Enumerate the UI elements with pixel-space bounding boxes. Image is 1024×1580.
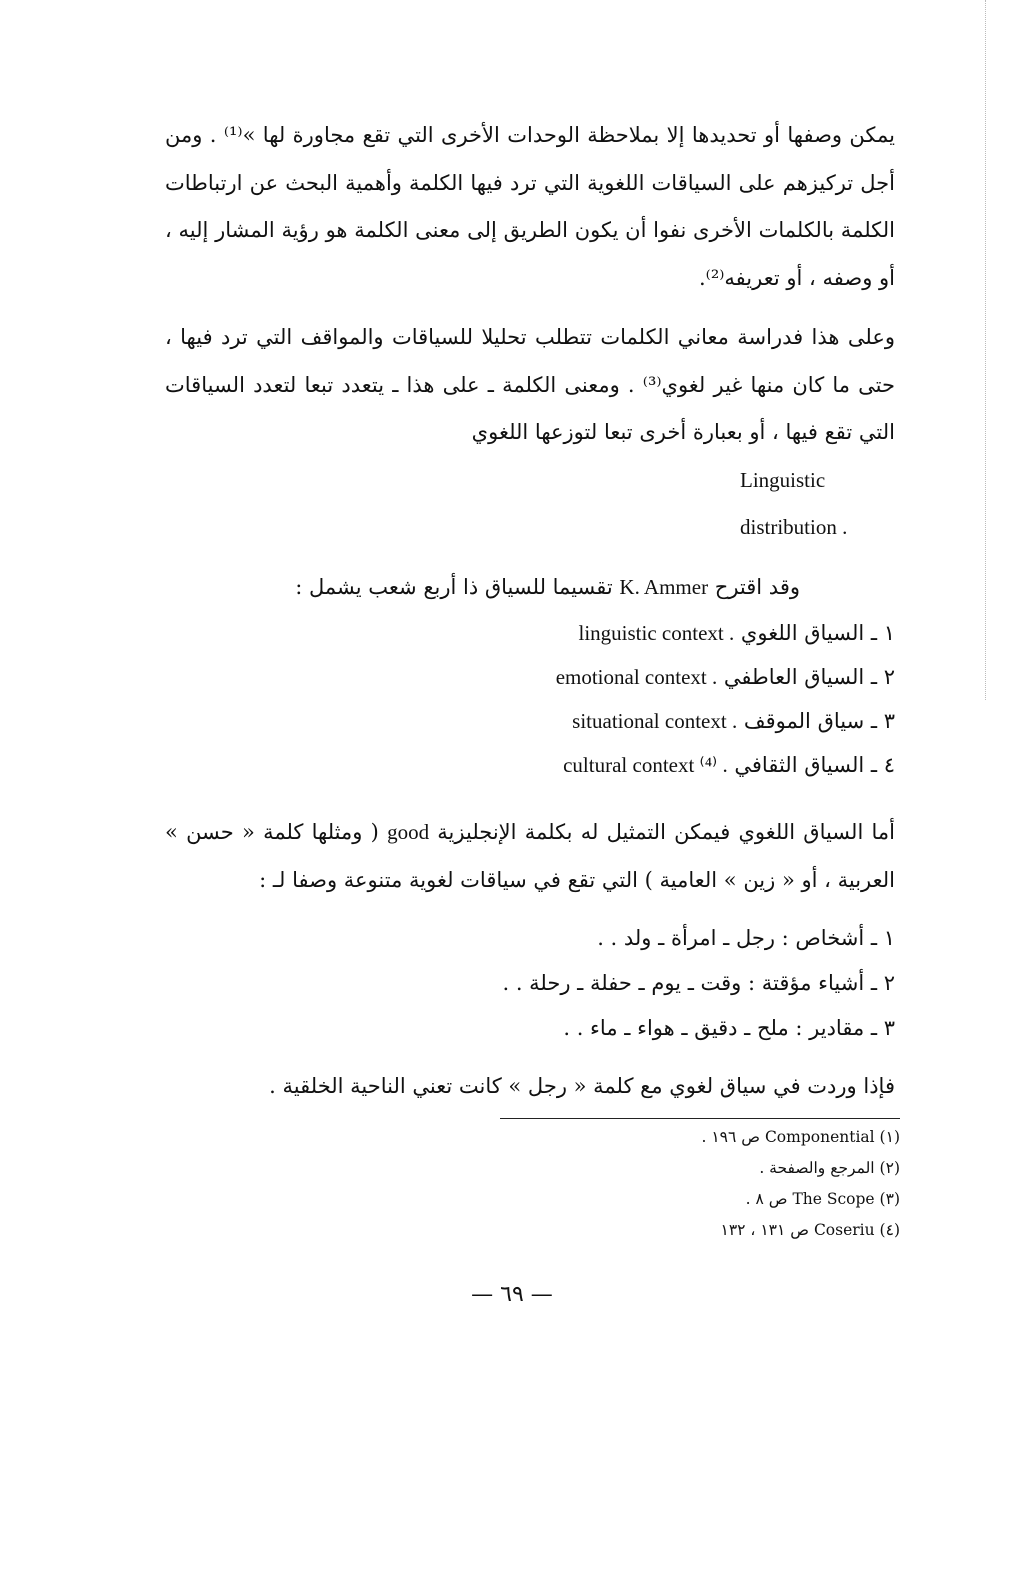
paragraph-5: فإذا وردت في سياق لغوي مع كلمة « رجل » كانت تعني الناحية الخلقية .	[269, 1074, 895, 1098]
paragraph-4-word: good	[387, 820, 430, 844]
item-english: emotional context .	[555, 665, 718, 689]
item-english: situational context .	[572, 709, 738, 733]
footnote-text: المرجع والصفحة .	[759, 1159, 875, 1177]
list-item	[165, 655, 895, 699]
item-number: ٣ ـ	[870, 1016, 895, 1040]
item-arabic: السياق العاطفي	[723, 665, 865, 689]
page-number: — ٦٩ —	[471, 1282, 553, 1307]
paragraph-4	[165, 809, 895, 904]
paragraph-2-term: Linguistic distribution .	[740, 467, 848, 539]
paragraph-4-before: أما السياق اللغوي فيمكن التمثيل له بكلمة الإنجليزية	[437, 820, 895, 844]
list-item	[165, 611, 895, 655]
item-number: ٢ ـ	[870, 665, 895, 689]
list-item	[165, 1006, 895, 1051]
item-number: ٤ ـ	[870, 753, 895, 777]
item-text: مقادير : ملح ـ دقيق ـ هواء ـ ماء . .	[563, 1016, 865, 1040]
item-number: ١ ـ	[870, 621, 895, 645]
paragraph-2-text: وعلى هذا فدراسة معاني الكلمات تتطلب تحليلا للسياقات والمواقف التي ترد فيها ، حتى ما كان منها غير لغوي⁽³⁾ . ومعنى الكلمة ـ على هذا ـ يتعدد تبعا لتعدد السياقات التي تقع فيها ، أو بعبارة أخرى تبعا لتوزعها اللغوي	[165, 325, 895, 444]
footnote-number: (٤)	[879, 1221, 900, 1239]
examples-list	[165, 916, 895, 1051]
footnote	[500, 1153, 900, 1184]
item-text: أشياء مؤقتة : وقت ـ يوم ـ حفلة ـ رحلة . .	[502, 971, 865, 995]
list-item	[165, 916, 895, 961]
paragraph-3-after: تقسيما للسياق ذا أربع شعب يشمل :	[295, 574, 613, 599]
footnote-number: (١)	[879, 1128, 900, 1146]
footnote-text: Coseriu ص ١٣١ ، ١٣٢	[720, 1221, 875, 1239]
paragraph-3-before: وقد اقترح	[714, 574, 800, 599]
paragraph-3-name: K. Ammer	[619, 574, 709, 599]
item-text: أشخاص : رجل ـ امرأة ـ ولد . .	[597, 926, 865, 950]
paragraph-3	[165, 564, 895, 612]
item-arabic: السياق اللغوي	[740, 621, 865, 645]
footnote	[500, 1184, 900, 1215]
paragraph-2	[165, 314, 895, 552]
page-body	[165, 112, 895, 1111]
item-arabic: سياق الموقف	[743, 709, 865, 733]
item-english: linguistic context .	[578, 621, 735, 645]
footnote	[500, 1122, 900, 1153]
footnotes	[500, 1118, 900, 1246]
footnote	[500, 1215, 900, 1246]
footnote-text: The Scope ص ٨ .	[745, 1190, 875, 1208]
paragraph-1: يمكن وصفها أو تحديدها إلا بملاحظة الوحدات الأخرى التي تقع مجاورة لها »⁽¹⁾ . ومن أجل تركيزهم على السياقات اللغوية التي ترد فيها الكلمة وأهمية البحث عن ارتباطات الكلمة بالكلمات الأخرى نفوا أن يكون الطريق إلى معنى الكلمة هو رؤية المشار إليه ، أو وصفه ، أو تعريفه⁽²⁾.	[165, 123, 895, 290]
context-types-list	[165, 611, 895, 787]
item-number: ٣ ـ	[870, 709, 895, 733]
item-number: ٢ ـ	[870, 971, 895, 995]
page-edge-line	[985, 0, 987, 700]
item-number: ١ ـ	[870, 926, 895, 950]
footnote-number: (٢)	[879, 1159, 900, 1177]
paragraph-4-after: ( ومثلها كلمة « حسن » العربية ، أو « زين » العامية ) التي تقع في سياقات لغوية متنوعة وصفا لـ :	[165, 820, 895, 892]
footnote-number: (٣)	[879, 1190, 900, 1208]
list-item	[165, 961, 895, 1006]
footnote-text: Componential ص ١٩٦ .	[701, 1128, 875, 1146]
list-item	[165, 743, 895, 787]
item-english: cultural context ⁽⁴⁾ .	[563, 753, 728, 777]
item-arabic: السياق الثقافي	[734, 753, 865, 777]
list-item	[165, 699, 895, 743]
